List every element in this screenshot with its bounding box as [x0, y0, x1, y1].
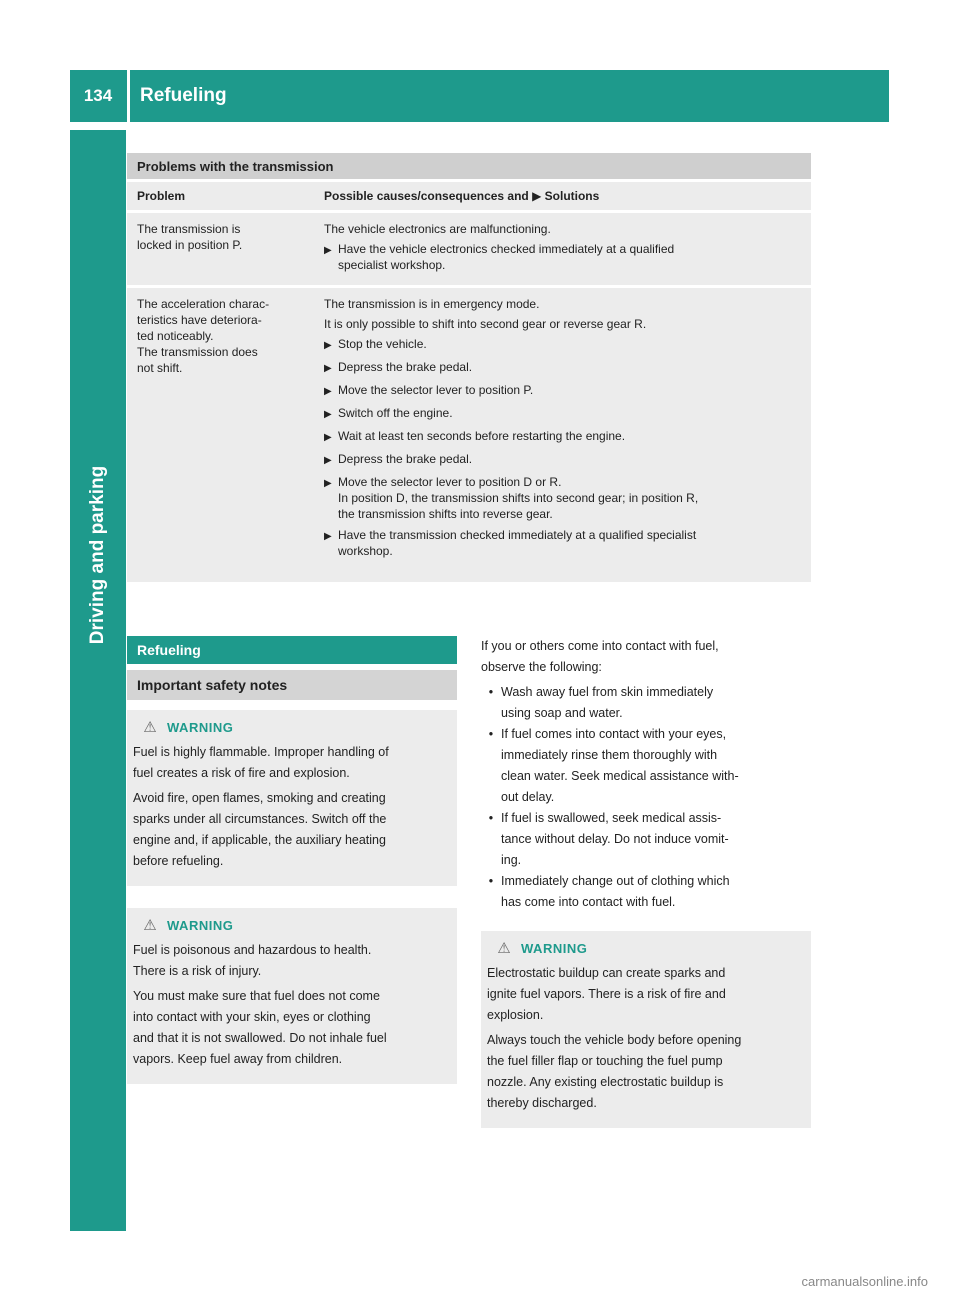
right-column	[481, 636, 811, 1128]
warning-paragraph	[133, 742, 451, 784]
intro-line: If you or others come into contact with fuel,	[481, 639, 719, 653]
subsection-title: Important safety notes	[127, 670, 457, 700]
warning-line: into contact with your skin, eyes or clothing	[133, 1010, 371, 1024]
table-title: Problems with the transmission	[127, 153, 811, 179]
problem-cell	[127, 213, 324, 285]
problem-line: ted noticeably.	[137, 329, 214, 343]
warning-label: WARNING	[521, 940, 588, 956]
header-divider	[127, 70, 130, 122]
solution-step	[324, 527, 803, 559]
bullet-line: If fuel is swallowed, seek medical assis-	[501, 811, 722, 825]
warning-line: and that it is not swallowed. Do not inhale fuel	[133, 1031, 387, 1045]
problem-line: The transmission does	[137, 345, 258, 359]
intro-line: observe the following:	[481, 660, 602, 674]
warning-header	[133, 718, 451, 736]
warning-line: You must make sure that fuel does not come	[133, 989, 380, 1003]
bullet-line: immediately rinse them thoroughly with	[501, 748, 718, 762]
warning-paragraph	[487, 1030, 805, 1114]
list-item	[481, 808, 811, 871]
warning-paragraph	[133, 788, 451, 872]
problem-line: not shift.	[137, 361, 183, 375]
bullet-line: clean water. Seek medical assistance with-	[501, 769, 739, 783]
arrow-right-icon: ▶	[324, 340, 332, 351]
warning-header	[133, 916, 451, 934]
left-column	[127, 636, 457, 1084]
cause-line: The vehicle electronics are malfunctioning.	[324, 222, 551, 236]
page-title: Refueling	[140, 85, 227, 106]
problem-line: locked in position P.	[137, 238, 243, 252]
step-line: Move the selector lever to position D or R.	[338, 475, 562, 489]
warning-line: nozzle. Any existing electrostatic buildup is	[487, 1075, 724, 1089]
warning-label: WARNING	[167, 917, 234, 933]
arrow-right-icon: ▶	[324, 478, 332, 489]
list-item	[481, 682, 811, 724]
warning-line: the fuel filler flap or touching the fuel pump	[487, 1054, 723, 1068]
table-row	[127, 288, 811, 582]
solution-step	[324, 405, 803, 423]
step-line: specialist workshop.	[338, 258, 446, 272]
bullet-line: has come into contact with fuel.	[501, 895, 676, 909]
section-title: Refueling	[127, 636, 457, 664]
step-line: Wait at least ten seconds before restarting the engine.	[338, 429, 626, 443]
problem-cell	[127, 288, 324, 582]
problem-line: teristics have deteriora-	[137, 313, 262, 327]
solution-step	[324, 382, 803, 400]
arrow-right-icon: ▶	[324, 432, 332, 443]
warning-label: WARNING	[167, 719, 234, 735]
warning-triangle-icon: ⚠	[143, 719, 157, 736]
warning-header	[487, 939, 805, 957]
warning-line: Fuel is poisonous and hazardous to health.	[133, 943, 372, 957]
arrow-right-icon: ▶	[324, 245, 332, 256]
arrow-right-icon: ▶	[324, 386, 332, 397]
bullet-line: ing.	[501, 853, 522, 867]
warning-paragraph	[487, 963, 805, 1026]
warning-triangle-icon: ⚠	[143, 917, 157, 934]
bullet-dot-icon: •	[488, 727, 494, 741]
warning-box	[127, 908, 457, 1084]
bullet-line: out delay.	[501, 790, 555, 804]
warning-line: vapors. Keep fuel away from children.	[133, 1052, 343, 1066]
side-tab-label: Driving and parking	[87, 465, 109, 645]
cause-text	[324, 221, 803, 237]
warning-line: sparks under all circumstances. Switch off the	[133, 812, 387, 826]
warning-line: Always touch the vehicle body before opening	[487, 1033, 742, 1047]
warning-line: engine and, if applicable, the auxiliary heating	[133, 833, 386, 847]
cause-text	[324, 296, 803, 312]
step-line: Have the transmission checked immediately at a qualified specialist	[338, 528, 697, 542]
warning-line: explosion.	[487, 1008, 544, 1022]
warning-triangle-icon: ⚠	[497, 940, 511, 957]
page-header	[70, 70, 889, 122]
warning-line: before refueling.	[133, 854, 224, 868]
warning-line: fuel creates a risk of fire and explosion.	[133, 766, 350, 780]
warning-line: There is a risk of injury.	[133, 964, 262, 978]
column-header-solutions: Possible causes/consequences and ▶ Solutions	[324, 189, 600, 203]
warning-paragraph	[133, 986, 451, 1070]
solution-step	[324, 474, 803, 522]
step-line: Depress the brake pedal.	[338, 452, 473, 466]
arrow-right-icon: ▶	[324, 455, 332, 466]
cause-line: It is only possible to shift into second gear or reverse gear R.	[324, 317, 647, 331]
problem-line: The acceleration charac-	[137, 297, 270, 311]
footer-watermark: carmanualsonline.info	[801, 1274, 928, 1289]
table-header-row	[127, 182, 811, 210]
step-line: Depress the brake pedal.	[338, 360, 473, 374]
warning-line: ignite fuel vapors. There is a risk of fire and	[487, 987, 726, 1001]
step-line: Have the vehicle electronics checked immediately at a qualified	[338, 242, 675, 256]
bullet-list	[481, 682, 811, 913]
warning-line: Fuel is highly flammable. Improper handling of	[133, 745, 389, 759]
list-item	[481, 871, 811, 913]
transmission-problems-table	[127, 153, 811, 582]
warning-box	[127, 710, 457, 886]
warning-box	[481, 931, 811, 1128]
warning-line: thereby discharged.	[487, 1096, 597, 1110]
bullet-dot-icon: •	[488, 811, 494, 825]
bullet-dot-icon: •	[488, 874, 494, 888]
solution-step	[324, 428, 803, 446]
bullet-line: tance without delay. Do not induce vomit-	[501, 832, 729, 846]
step-line: Move the selector lever to position P.	[338, 383, 534, 397]
side-tab	[70, 130, 126, 1231]
solution-cell	[324, 213, 811, 285]
cause-line: The transmission is in emergency mode.	[324, 297, 540, 311]
warning-line: Avoid fire, open flames, smoking and creating	[133, 791, 386, 805]
step-line: the transmission shifts into reverse gear.	[338, 507, 553, 521]
solution-step	[324, 451, 803, 469]
list-item	[481, 724, 811, 808]
problem-line: The transmission is	[137, 222, 241, 236]
bullet-line: If fuel comes into contact with your eyes,	[501, 727, 727, 741]
page-number: 134	[83, 86, 113, 105]
solution-cell	[324, 288, 811, 582]
arrow-right-icon: ▶	[324, 531, 332, 542]
solution-step	[324, 359, 803, 377]
column-header-problem: Problem	[137, 189, 186, 203]
table-row	[127, 213, 811, 285]
step-line: Stop the vehicle.	[338, 337, 427, 351]
step-line: Switch off the engine.	[338, 406, 453, 420]
bullet-line: Immediately change out of clothing which	[501, 874, 730, 888]
arrow-right-icon: ▶	[324, 409, 332, 420]
bullet-dot-icon: •	[488, 685, 494, 699]
cause-text	[324, 316, 803, 332]
intro-text	[481, 636, 811, 678]
warning-paragraph	[133, 940, 451, 982]
solution-step	[324, 241, 803, 273]
arrow-right-icon: ▶	[324, 363, 332, 374]
warning-line: Electrostatic buildup can create sparks and	[487, 966, 726, 980]
step-line: workshop.	[338, 544, 393, 558]
bullet-line: Wash away fuel from skin immediately	[501, 685, 714, 699]
solution-step	[324, 336, 803, 354]
step-line: In position D, the transmission shifts into second gear; in position R,	[338, 491, 699, 505]
bullet-line: using soap and water.	[501, 706, 623, 720]
